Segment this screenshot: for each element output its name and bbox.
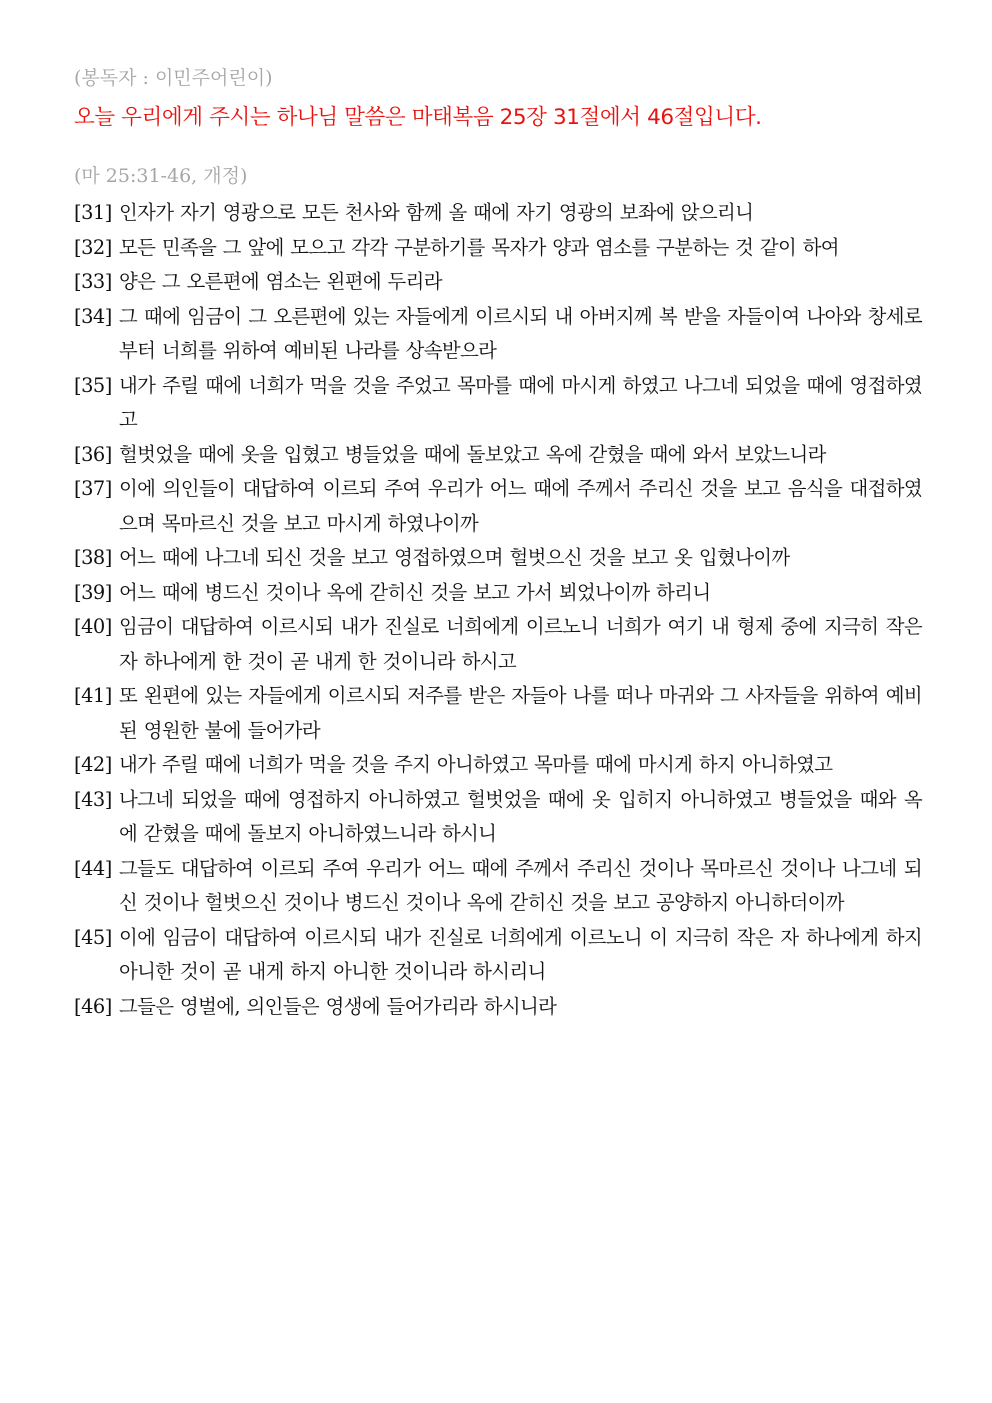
scripture-reference: (마 25:31-46, 개정) <box>74 165 248 187</box>
verse-number: [42] <box>74 753 112 776</box>
verse-row <box>74 196 922 231</box>
verse-text: 나그네 되었을 때에 영접하지 아니하였고 헐벗었을 때에 옷 입히지 아니하였고 병들었을 때와 옥에 갇혔을 때에 돌보지 아니하였느니라 하시니 <box>119 787 922 845</box>
verse-text: 어느 때에 병드신 것이나 옥에 갇히신 것을 보고 가서 뵈었나이까 하리니 <box>119 580 711 604</box>
verse-row <box>74 472 922 541</box>
verse-row <box>74 783 922 852</box>
verse-list <box>74 196 922 1024</box>
verse-number: [36] <box>74 442 112 466</box>
verse-text: 인자가 자기 영광으로 모든 천사와 함께 올 때에 자기 영광의 보좌에 앉으리니 <box>119 201 754 224</box>
scripture-reading-page <box>74 64 922 1024</box>
verse-text: 또 왼편에 있는 자들에게 이르시되 저주를 받은 자들아 나를 떠나 마귀와 그 사자들을 위하여 예비된 영원한 불에 들어가라 <box>119 684 922 742</box>
verse-number: [37] <box>74 477 112 500</box>
verse-row <box>74 610 922 679</box>
verse-text: 임금이 대답하여 이르시되 내가 진실로 너희에게 이르노니 너희가 여기 내 형제 중에 지극히 작은 자 하나에게 한 것이 곧 내게 한 것이니라 하시고 <box>119 615 922 673</box>
reading-announcement: 오늘 우리에게 주시는 하나님 말씀은 마태복음 25장 31절에서 46절입니다. <box>74 105 762 130</box>
verse-row <box>74 300 922 369</box>
verse-row <box>74 576 922 611</box>
verse-row <box>74 438 922 473</box>
verse-number: [32] <box>74 235 112 259</box>
verse-number: [39] <box>74 580 112 604</box>
verse-text: 어느 때에 나그네 되신 것을 보고 영접하였으며 헐벗으신 것을 보고 옷 입혔나이까 <box>119 546 790 569</box>
verse-text: 그 때에 임금이 그 오른편에 있는 자들에게 이르시되 내 아버지께 복 받을 자들이여 나아와 창세로부터 너희를 위하여 예비된 나라를 상속받으라 <box>119 304 922 362</box>
verse-number: [35] <box>74 373 112 397</box>
verse-row <box>74 231 922 266</box>
verse-number: [45] <box>74 925 112 949</box>
verse-number: [46] <box>74 994 112 1018</box>
verse-number: [38] <box>74 546 112 569</box>
verse-row <box>74 679 922 748</box>
verse-number: [44] <box>74 856 112 880</box>
verse-text: 그들은 영벌에, 의인들은 영생에 들어가리라 하시니라 <box>119 994 557 1018</box>
verse-row <box>74 921 922 990</box>
reader-credit: (봉독자 : 이민주어린이) <box>74 67 273 89</box>
verse-text: 내가 주릴 때에 너희가 먹을 것을 주었고 목마를 때에 마시게 하였고 나그네 되었을 때에 영접하였고 <box>119 373 922 431</box>
verse-row <box>74 265 922 300</box>
verse-text: 그들도 대답하여 이르되 주여 우리가 어느 때에 주께서 주리신 것이나 목마르신 것이나 나그네 되신 것이나 헐벗으신 것이나 병드신 것이나 옥에 갇히신 것을 보고 공양하지 아니하더이까 <box>119 856 922 914</box>
verse-row <box>74 541 922 576</box>
verse-number: [34] <box>74 304 112 328</box>
verse-text: 이에 임금이 대답하여 이르시되 내가 진실로 너희에게 이르노니 이 지극히 작은 자 하나에게 하지 아니한 것이 곧 내게 하지 아니한 것이니라 하시리니 <box>119 925 922 983</box>
verse-text: 모든 민족을 그 앞에 모으고 각각 구분하기를 목자가 양과 염소를 구분하는 것 같이 하여 <box>119 235 839 259</box>
verse-text: 이에 의인들이 대답하여 이르되 주여 우리가 어느 때에 주께서 주리신 것을 보고 음식을 대접하였으며 목마르신 것을 보고 마시게 하였나이까 <box>119 477 922 535</box>
verse-row <box>74 369 922 438</box>
verse-text: 헐벗었을 때에 옷을 입혔고 병들었을 때에 돌보았고 옥에 갇혔을 때에 와서 보았느니라 <box>119 442 826 466</box>
verse-number: [40] <box>74 615 112 638</box>
verse-row <box>74 990 922 1025</box>
verse-number: [43] <box>74 787 112 811</box>
verse-row <box>74 748 922 783</box>
verse-text: 내가 주릴 때에 너희가 먹을 것을 주지 아니하였고 목마를 때에 마시게 하지 아니하였고 <box>119 753 833 776</box>
verse-number: [33] <box>74 270 112 293</box>
verse-row <box>74 852 922 921</box>
verse-number: [31] <box>74 201 112 224</box>
verse-number: [41] <box>74 684 112 707</box>
verse-text: 양은 그 오른편에 염소는 왼편에 두리라 <box>119 270 442 293</box>
